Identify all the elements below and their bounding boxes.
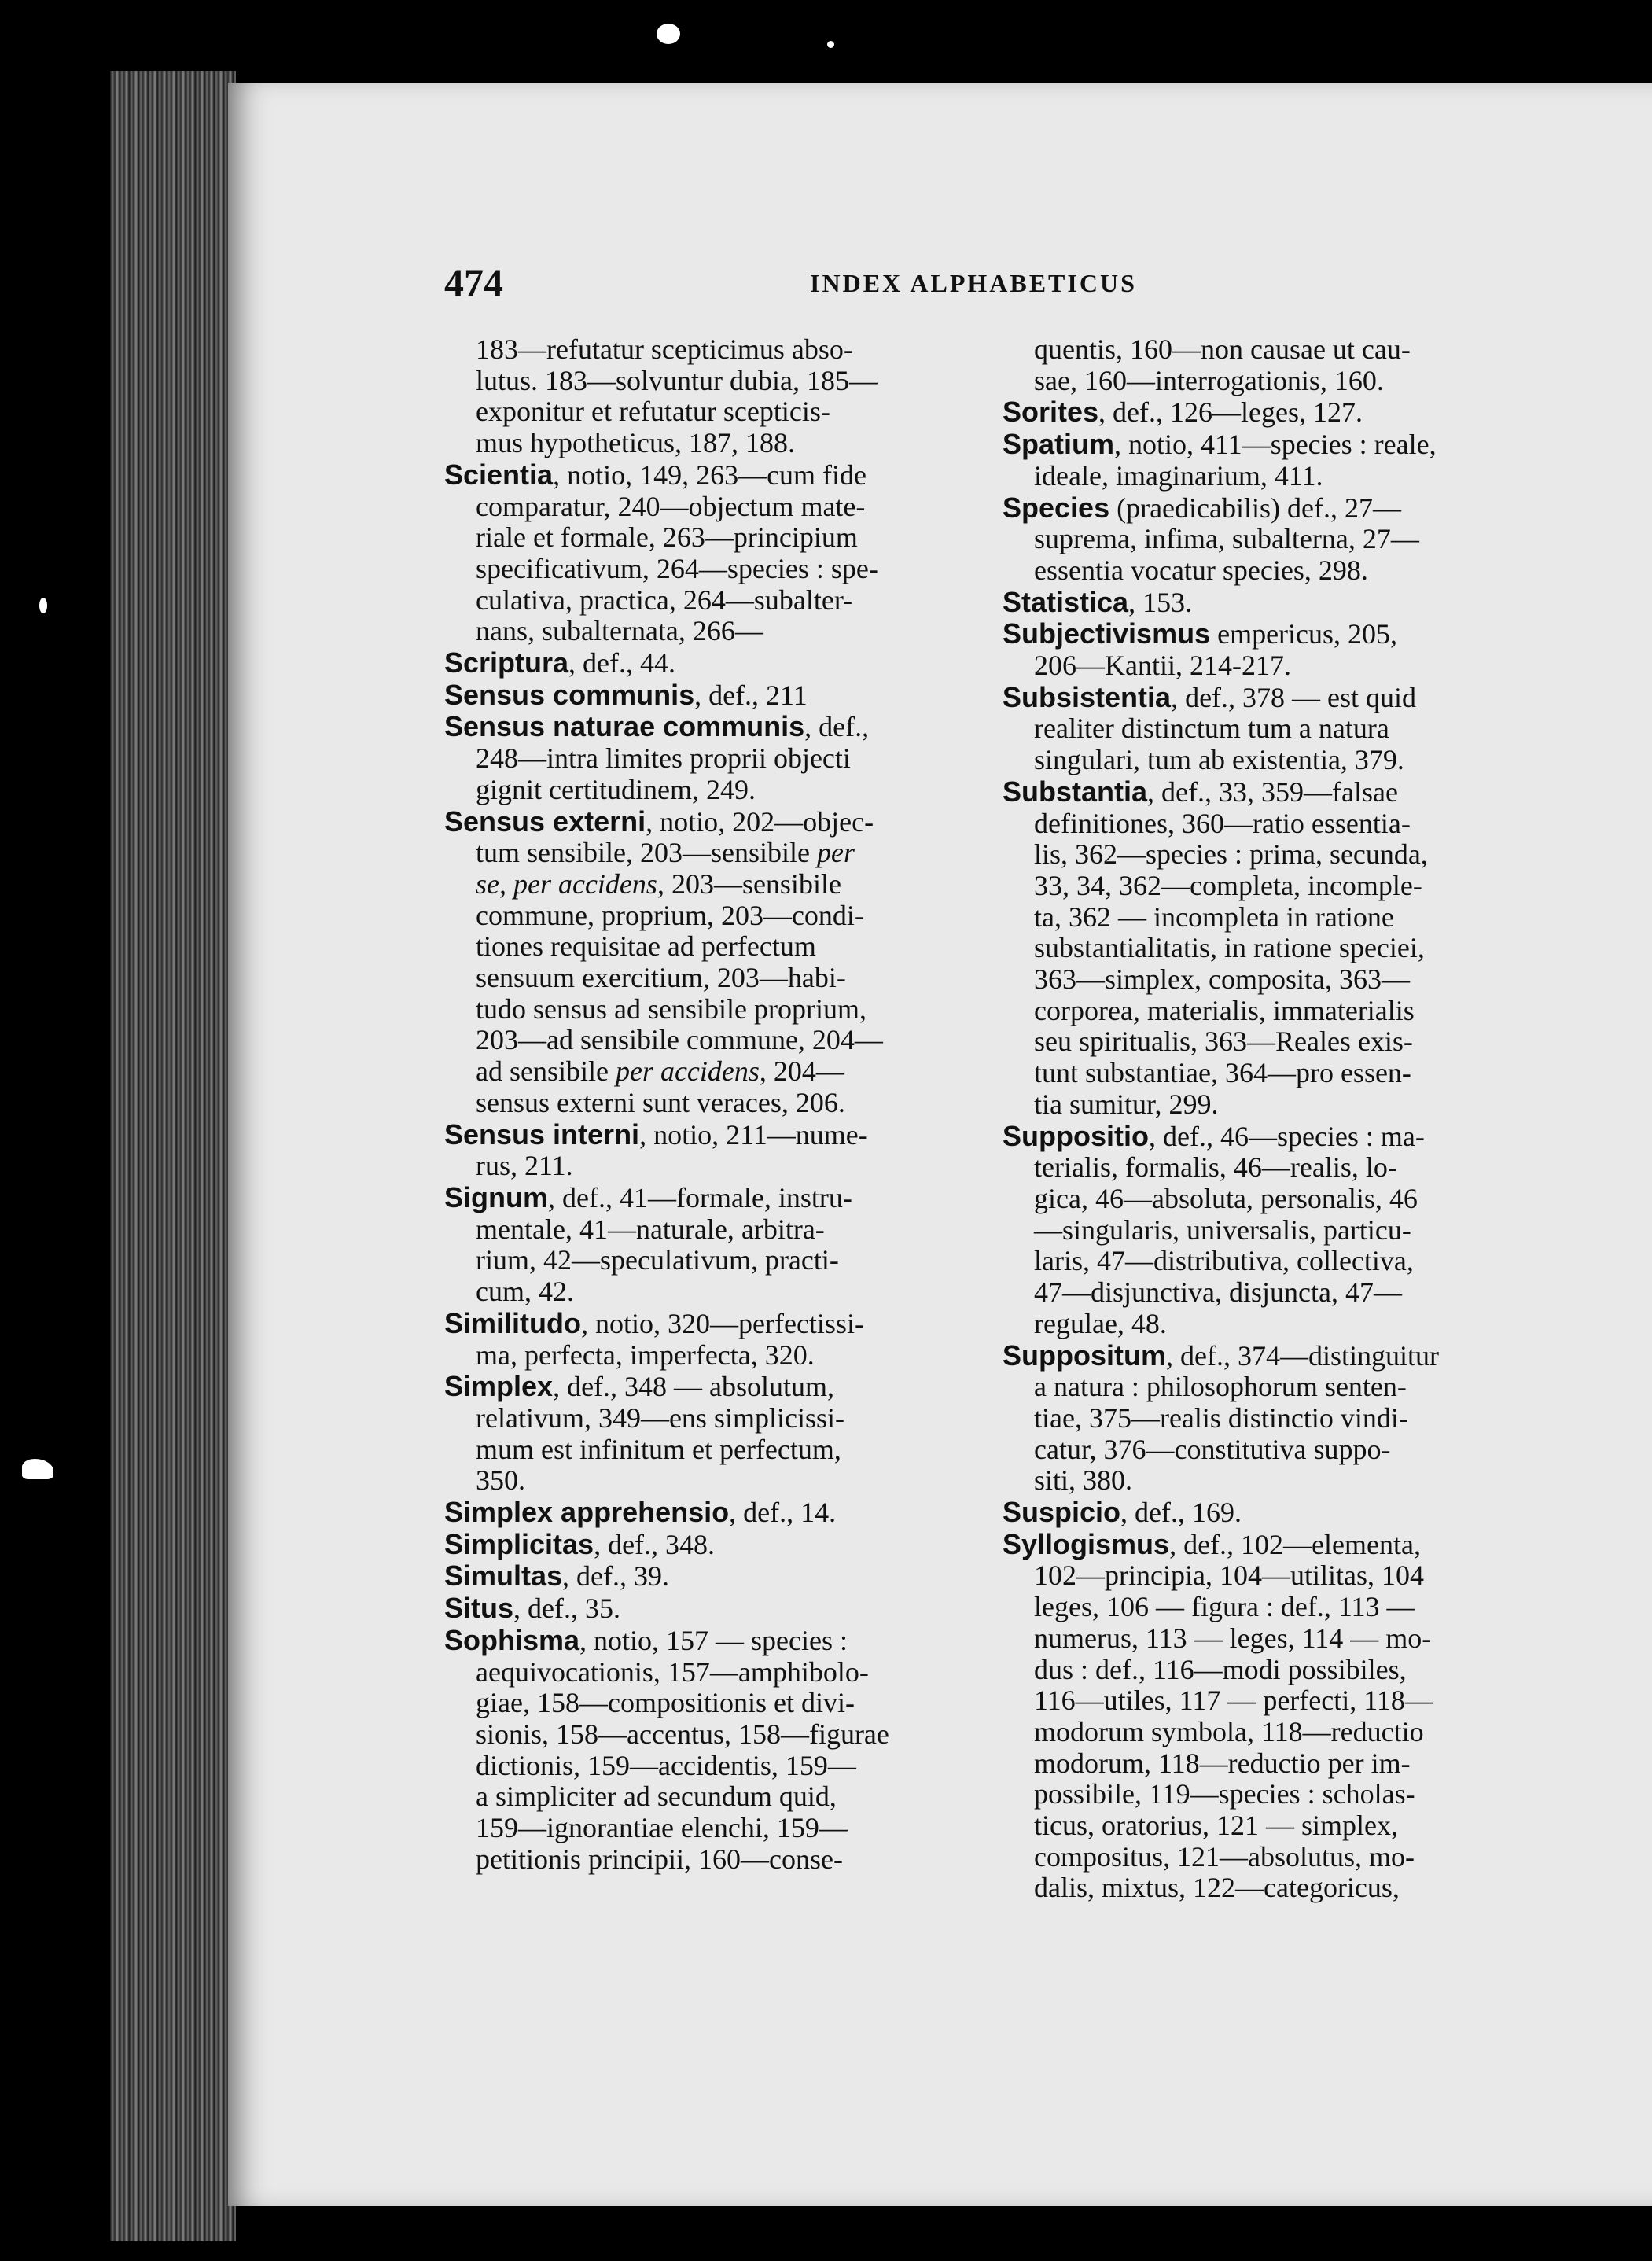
index-entry-line [1003,1121,1652,1153]
index-text: ta, 362 — incompleta in ratione [1034,900,1394,933]
index-text: leges, 106 — figura : def., 113 — [1034,1591,1415,1623]
index-term: Similitudo [444,1306,581,1339]
index-entry-line [1003,1152,1652,1184]
index-text: , def., 126—leges, 127. [1098,396,1363,429]
index-text: , def., 378 — est quid [1171,681,1417,713]
index-entry [1003,1529,1652,1904]
index-text: , def., [804,711,870,743]
index-entry-line [1003,871,1652,902]
index-term: Sophisma [444,1623,580,1656]
index-text: , notio, 157 — species : [579,1624,848,1656]
index-text: , def., 348 — absolutum, [553,1371,835,1403]
index-term: Situs [444,1592,514,1625]
index-term: Simplex apprehensio [444,1496,730,1529]
index-text: rium, 42—speculativum, practi- [476,1244,839,1276]
index-term: Simultas [444,1560,563,1593]
index-entry-line [1003,1246,1652,1277]
index-text: tiones requisitae ad perfectum [476,930,816,963]
index-entry-line [1003,618,1652,650]
index-text: substantialitatis, in ratione speciei, [1034,932,1425,964]
index-term: Spatium [1003,428,1115,461]
index-entry-line [1003,396,1652,429]
index-text: , def., 46—species : ma- [1148,1120,1425,1152]
index-text: exponitur et refutatur scepticis- [476,396,830,428]
index-text: 102—principia, 104—utilitas, 104 [1034,1560,1424,1592]
index-entry-line [1003,1529,1652,1561]
index-text: 33, 34, 362—completa, incomple- [1034,869,1422,901]
index-text: possibile, 119—species : scholas- [1034,1778,1415,1810]
index-text: per accidens [615,1055,760,1088]
index-text: , def., 35. [513,1593,620,1625]
index-text: comparatur, 240—objectum mate- [476,490,866,522]
index-term: Signum [444,1180,548,1213]
index-entry [1003,396,1652,429]
index-entry-line [1003,1717,1652,1748]
index-entry-line [1003,587,1652,619]
index-entry-line [1003,1497,1652,1529]
index-term: Statistica [1003,585,1129,618]
index-text: , notio, 211—nume- [639,1118,868,1151]
index-entry-line [1003,682,1652,714]
index-entry-line [1003,745,1652,776]
index-entry-line [1003,1560,1652,1592]
index-entry-line [1003,1655,1652,1686]
index-term: Sorites [1003,396,1099,429]
index-entry-line [1003,933,1652,964]
index-text: empericus, 205, [1210,618,1398,650]
index-text: corporea, materialis, immaterialis [1034,994,1415,1026]
index-entry [1003,587,1652,619]
index-text: , def., 14. [729,1497,837,1529]
index-text: specificativum, 264—species : spe- [476,552,878,584]
index-text: culativa, practica, 264—subalter- [476,584,853,616]
index-entry-line [1003,996,1652,1027]
book-page-edges [110,71,236,2241]
index-term: Suppositio [1003,1119,1149,1152]
index-entry [1003,1340,1652,1497]
index-text: , 153. [1128,586,1193,618]
index-text: riale et formale, 263—principium [476,521,858,554]
index-entry [1003,1121,1652,1340]
index-entry-line [1003,1685,1652,1717]
index-text: sae, 160—interrogationis, 160. [1034,364,1384,396]
index-text: commune, proprium, 203—condi- [476,899,864,931]
index-entry-line [1003,366,1652,397]
index-text: essentia vocatur species, 298. [1034,554,1368,586]
index-text: tunt substantiae, 364—pro essen- [1034,1057,1411,1089]
running-title: INDEX ALPHABETICUS [810,269,1137,297]
index-text: tiae, 375—realis distinctio vindi- [1034,1401,1408,1434]
index-text: giae, 158—compositionis et divi- [476,1687,855,1719]
index-text: petitionis principii, 160—conse- [476,1843,843,1875]
index-entry-line [1003,1434,1652,1466]
index-entry-line [1003,334,1652,366]
index-entry-line [1003,1592,1652,1623]
index-entry-line [1003,1058,1652,1089]
index-term: Species [1003,491,1110,524]
index-text: , def., 374—distinguitur [1165,1339,1439,1372]
index-text: (praedicabilis) def., 27— [1109,492,1401,524]
index-text: sensus externi sunt veraces, 206. [476,1086,845,1118]
index-entry-line [1003,964,1652,996]
index-text: relativum, 349—ens simplicissi- [476,1401,844,1434]
index-text: realiter distinctum tum a natura [1034,713,1389,745]
index-text: 350. [476,1464,525,1497]
index-text: 116—utiles, 117 — perfecti, 118— [1034,1685,1433,1717]
index-text: 206—Kantii, 214-217. [1034,650,1291,682]
index-entry-line [1003,1842,1652,1873]
index-text: definitiones, 360—ratio essentia- [1034,807,1411,839]
index-text: , def., 41—formale, instru- [548,1181,852,1213]
book-page [228,83,1652,2206]
index-text: , def., 169. [1120,1497,1242,1529]
page-header [228,260,1652,322]
index-entry-line [1003,713,1652,745]
index-term: Scriptura [444,646,569,679]
index-term: Sensus externi [444,805,646,838]
index-entry [1003,618,1652,681]
index-text: lutus. 183—solvuntur dubia, 185— [476,364,878,396]
index-entry [1003,682,1652,776]
index-entry-line [1003,1465,1652,1497]
index-text: mum est infinitum et perfectum, [476,1433,841,1465]
index-entry-line [1003,461,1652,492]
index-entry-line [1003,1340,1652,1372]
index-text: quentis, 160—non causae ut cau- [1034,333,1411,365]
index-entry-line [1003,1810,1652,1842]
index-text: , notio, 202—objec- [646,805,874,838]
index-text: 183—refutatur scepticimus abso- [476,333,853,365]
index-entry [1003,776,1652,1121]
index-entry-line [1003,1779,1652,1810]
index-text: tudo sensus ad sensibile proprium, [476,992,866,1025]
index-term: Suppositum [1003,1339,1166,1372]
index-entry [1003,492,1652,587]
index-text: tum sensibile, 203—sensibile [476,837,817,869]
index-entry-line [1003,1026,1652,1058]
index-entry-line [1003,1748,1652,1780]
index-text: suprema, infima, subalterna, 27— [1034,523,1419,555]
index-entry-line [1003,1623,1652,1655]
index-text: nans, subalternata, 266— [476,615,763,647]
index-entry-line [1003,776,1652,808]
index-text: , def., 33, 359—falsae [1147,775,1398,808]
index-text: , def., 211 [694,679,808,711]
index-text: dalis, mixtus, 122—categoricus, [1034,1872,1400,1904]
index-entry-line [1003,1215,1652,1246]
index-term: Sensus interni [444,1118,640,1151]
index-entry-line [1003,1184,1652,1215]
index-entry-line [1003,839,1652,871]
index-text: laris, 47—distributiva, collectiva, [1034,1245,1414,1277]
index-text: , notio, 411—species : reale, [1114,429,1437,461]
index-term: Subsistentia [1003,680,1172,713]
index-term: Sensus communis [444,678,695,711]
index-text: ad sensibile [476,1055,616,1088]
index-text: 363—simplex, composita, 363— [1034,963,1410,996]
index-text: , def., 39. [562,1560,670,1593]
index-text: singulari, tum ab existentia, 379. [1034,744,1404,776]
index-text: , 203—sensibile [657,867,841,900]
index-term: Simplicitas [444,1527,594,1560]
index-text: terialis, formalis, 46—realis, lo- [1034,1151,1397,1184]
index-text: 159—ignorantiae elenchi, 159— [476,1812,848,1844]
index-entry-line [1003,808,1652,840]
index-text: , notio, 149, 263—cum fide [553,458,867,491]
index-entry-line [1003,1403,1652,1434]
scan-speck [39,598,47,613]
index-entry [1003,334,1652,396]
index-text: , def., 44. [568,647,676,679]
index-text: mus hypotheticus, 187, 188. [476,427,795,459]
index-text: , def., 102—elementa, [1169,1528,1421,1560]
index-entry [1003,429,1652,492]
index-entry [1003,1497,1652,1529]
index-text: 203—ad sensibile commune, 204— [476,1024,883,1056]
index-term: Sensus naturae communis [444,710,805,743]
index-text: per [816,837,855,869]
index-entry-line [1003,650,1652,682]
index-entry-line [1003,902,1652,933]
index-text: se, per accidens [476,867,657,900]
index-text: 47—disjunctiva, disjuncta, 47— [1034,1276,1402,1309]
index-entry-line [1003,492,1652,525]
index-text: ticus, oratorius, 121 — simplex, [1034,1810,1398,1842]
index-entry-line [1003,1372,1652,1403]
index-term: Scientia [444,458,554,491]
index-text: siti, 380. [1034,1464,1133,1497]
index-entry-line [1003,1277,1652,1309]
index-text: rus, 211. [476,1150,573,1182]
index-text: , 204— [759,1055,844,1088]
index-text: numerus, 113 — leges, 114 — mo- [1034,1622,1432,1654]
index-text: aequivocationis, 157—amphibolo- [476,1655,869,1688]
index-text: a natura : philosophorum senten- [1034,1371,1407,1403]
index-text: —singularis, universalis, particu- [1034,1213,1411,1246]
index-text: gignit certitudinem, 249. [476,773,756,805]
scan-speck [22,1459,53,1479]
scan-speck [657,24,680,44]
index-term: Substantia [1003,775,1148,808]
index-entry-line [1003,1089,1652,1121]
index-text: , notio, 320—perfectissi- [581,1307,864,1339]
index-text: ma, perfecta, imperfecta, 320. [476,1339,815,1371]
index-text: mentale, 41—naturale, arbitra- [476,1213,825,1245]
page-number: 474 [444,260,503,304]
index-text: seu spiritualis, 363—Reales exis- [1034,1026,1413,1058]
index-term: Subjectivismus [1003,617,1211,650]
index-text: 248—intra limites proprii objecti [476,742,851,775]
index-term: Simplex [444,1370,554,1403]
index-entry-line [1003,429,1652,461]
index-term: Suspicio [1003,1496,1121,1529]
index-text: dus : def., 116—modi possibiles, [1034,1653,1407,1685]
index-text: tia sumitur, 299. [1034,1088,1219,1120]
index-text: modorum symbola, 118—reductio [1034,1715,1424,1747]
index-text: dictionis, 159—accidentis, 159— [476,1749,856,1781]
index-entry-line [1003,1873,1652,1904]
index-text: , def., 348. [594,1528,716,1560]
index-text: sionis, 158—accentus, 158—figurae [476,1718,889,1750]
index-text: modorum, 118—reductio per im- [1034,1747,1411,1779]
index-text: lis, 362—species : prima, secunda, [1034,838,1428,871]
index-entry-line [1003,524,1652,555]
index-text: compositus, 121—absolutus, mo- [1034,1840,1415,1873]
index-text: a simpliciter ad secundum quid, [476,1780,837,1813]
index-text: cum, 42. [476,1276,574,1308]
scan-speck [827,41,834,48]
index-text: catur, 376—constitutiva suppo- [1034,1433,1391,1465]
index-text: sensuum exercitium, 203—habi- [476,962,846,994]
index-entry-line [1003,555,1652,587]
index-column-right [1003,334,1652,1904]
index-entry-line [1003,1309,1652,1340]
index-text: regulae, 48. [1034,1307,1167,1339]
index-term: Syllogismus [1003,1527,1170,1560]
index-text: gica, 46—absoluta, personalis, 46 [1034,1182,1418,1214]
index-text: ideale, imaginarium, 411. [1034,459,1323,492]
